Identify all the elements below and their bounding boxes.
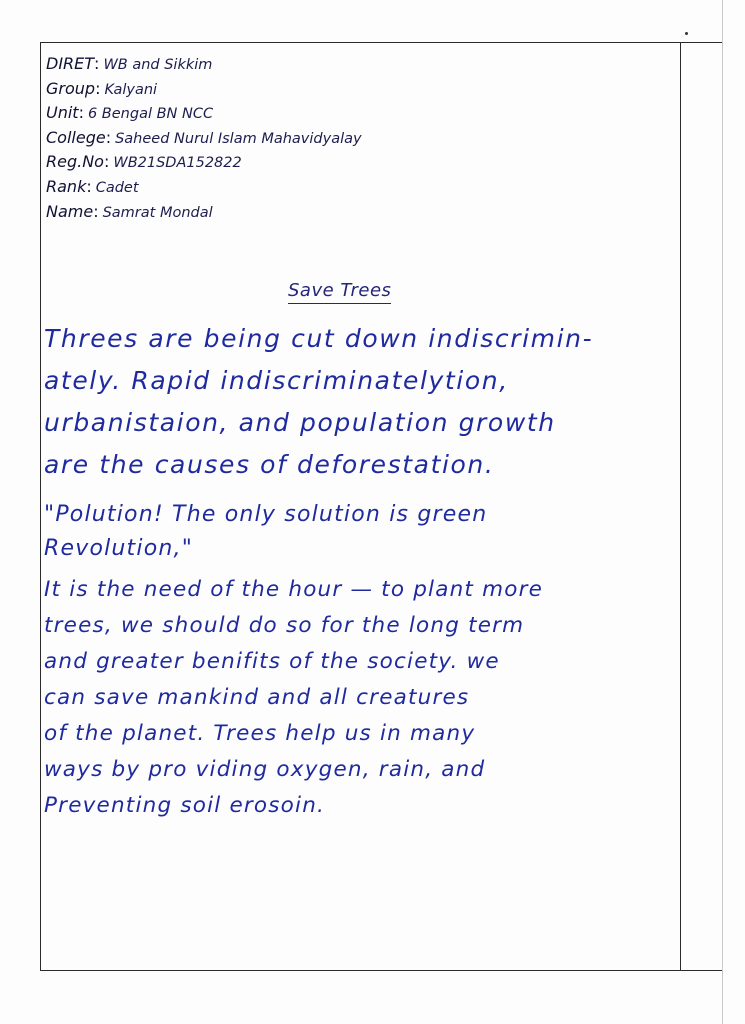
detail-separator: :: [105, 127, 112, 147]
detail-separator: :: [93, 201, 99, 221]
detail-label: Reg.No: [46, 152, 104, 172]
text-line: Preventing soil erosoin.: [44, 793, 326, 818]
text-line: "Polution! The only solution is green: [44, 502, 488, 527]
detail-value: Cadet: [95, 179, 139, 196]
text-line: It is the need of the hour — to plant more: [44, 577, 544, 602]
detail-label: Name: [46, 201, 94, 221]
detail-label: Group: [46, 78, 96, 98]
detail-separator: :: [95, 78, 101, 98]
detail-label: Rank: [46, 176, 87, 196]
detail-value: 6 Bengal BN NCC: [87, 106, 214, 123]
paragraph-3: [44, 572, 684, 824]
detail-row-reg-no: [46, 150, 666, 175]
text-line: urbanistaion, and population growth: [44, 408, 556, 437]
paragraph-1: [44, 318, 684, 486]
detail-row-unit: [46, 101, 666, 126]
detail-row-college: [46, 126, 666, 151]
detail-separator: :: [78, 103, 84, 123]
detail-value: Kalyani: [104, 81, 158, 98]
detail-row-name: [46, 200, 666, 225]
text-line: can save mankind and all creatures: [44, 685, 470, 710]
paragraph-2-quote: [44, 498, 684, 566]
detail-label: DIRET: [46, 54, 95, 73]
detail-row-group: [46, 77, 666, 102]
text-line: Revolution,": [44, 536, 194, 561]
detail-separator: :: [103, 152, 110, 172]
detail-value: WB21SDA152822: [113, 155, 242, 172]
detail-label: College: [46, 127, 106, 147]
detail-row-diret: [46, 52, 666, 77]
detail-value: Saheed Nurul Islam Mahavidyalay: [115, 130, 362, 147]
text-line: Threes are being cut down indiscrimin-: [44, 324, 594, 353]
detail-value: WB and Sikkim: [103, 57, 213, 73]
ink-dot: [685, 32, 688, 35]
text-line: of the planet. Trees help us in many: [44, 721, 476, 746]
detail-label: Unit: [46, 103, 79, 123]
essay-title: Save Trees: [288, 280, 391, 304]
border-line-left: [40, 42, 41, 970]
text-line: ately. Rapid indiscriminatelytion,: [44, 366, 509, 395]
text-line: ways by pro viding oxygen, rain, and: [44, 757, 486, 782]
detail-separator: :: [86, 176, 92, 196]
detail-value: Samrat Mondal: [102, 204, 213, 221]
detail-separator: :: [94, 54, 100, 73]
border-line-bottom: [40, 970, 722, 971]
detail-row-rank: [46, 175, 666, 200]
cadet-details: [46, 52, 666, 224]
page-edge: [722, 0, 723, 1024]
border-line-top: [40, 42, 722, 43]
text-line: are the causes of deforestation.: [44, 450, 495, 479]
text-line: and greater benifits of the society. we: [44, 649, 500, 674]
text-line: trees, we should do so for the long term: [44, 613, 525, 638]
essay-body: [44, 318, 684, 824]
